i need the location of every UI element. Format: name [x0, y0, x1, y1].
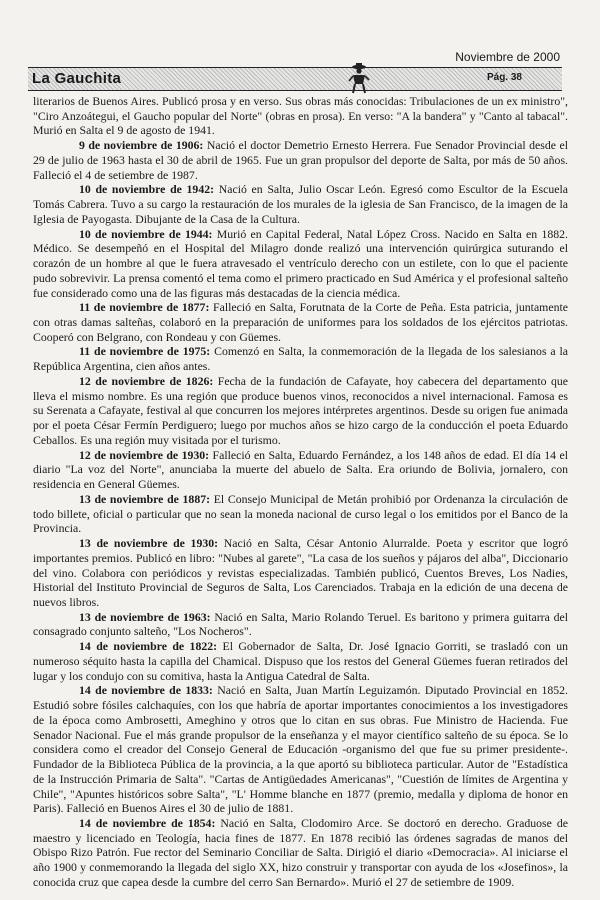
magazine-title: La Gauchita	[32, 70, 122, 87]
header-bar	[28, 67, 562, 91]
entry-date: 14 de noviembre de 1854:	[79, 815, 216, 830]
entry-date: 12 de noviembre de 1826:	[79, 373, 214, 388]
entry-paragraph	[33, 816, 568, 890]
entry-date: 9 de noviembre de 1906:	[79, 138, 204, 153]
entry-paragraph	[33, 683, 568, 816]
entry-text: Nació en Salta, Juan Martín Leguizamón. Diputado Provincial en 1852. Estudió sobre fósiles calchaquíes, con los que habría de aportar importantes conocimientos a los investigadores de la época como Ambrosetti, Ameghino y otros que lo citan en sus obras. Fue Ministro de Hacienda. Fue Senador Nacional. Fue el más grande propulsor de la enseñanza y el mayor científico salteño de su época. Se lo considera como el creador del Consejo General de Educación -organismo del que fue su primer presidente-. Fundador de la Biblioteca Pública de la provincia, a la que aportó su biblioteca particular. Autor de "Estadística de la Instrucción Primaria de Salta". "Cartas de Antigüedades Americanas", "Cuestión de límites de Argentina y Chile", "Apuntes históricos sobre Salta", "L' Homme blanche en 1877 (premio, medalla y diploma de honor en Paris). Falleció en Buenos Aires el 30 de julio de 1881.	[33, 683, 569, 816]
entry-text: El Consejo Municipal de Metán prohibió por Ordenanza la circulación de todo billete, oficial o particular que no sean la moneda nacional de curso legal o los emitidos por el Banco de la Provincia.	[33, 491, 568, 536]
entry-date: 10 de noviembre de 1942:	[79, 182, 215, 197]
entry-text: Nació el doctor Demetrio Ernesto Herrera. Fue Senador Provincial desde el 29 de julio de 1963 hasta el 30 de abril de 1965. Fue un gran propulsor del deporte de Salta, por más de 50 años. Falleció el 4 de setiembre de 1987.	[33, 138, 568, 182]
entry-paragraph	[33, 610, 568, 639]
entry-text: literarios de Buenos Aires. Publicó prosa y en verso. Sus obras más conocidas: Tribulaciones de un ex ministro", "Ciro Anzoátegui, el Gaucho popular del Norte" (obras en prosa). En verso: "A la bandera" y "Canto al tabacal". Murió en Salta el 9 de agosto de 1941.	[33, 94, 568, 138]
entry-paragraph	[33, 94, 568, 138]
entry-paragraph	[33, 182, 568, 226]
entry-date: 14 de noviembre de 1833:	[79, 683, 213, 698]
issue-date: Noviembre de 2000	[455, 50, 560, 64]
entry-paragraph	[33, 138, 568, 182]
entry-date: 10 de noviembre de 1944:	[79, 226, 213, 241]
entry-date: 14 de noviembre de 1822:	[79, 639, 218, 654]
entry-date: 11 de noviembre de 1975:	[79, 344, 211, 359]
page-header	[28, 50, 562, 94]
entry-text: Fecha de la fundación de Cafayate, hoy cabecera del departamento que lleva el mismo nombre. Es una región que produce buenos vinos, reconocidos a nivel internacional. Famosa es su Serenata a Cafayate, festival al que concurren los mejores intérpretes argentinos. Desde su origen fue animada por el poeta César Fermín Perdiguero; luego por muchos años se hizo cargo de la conducción el poeta Eduardo Ceballos. Es una región muy visitada por el turismo.	[33, 373, 568, 447]
entry-text: Falleció en Salta, Eduardo Fernández, a los 148 años de edad. El día 14 el diario "La voz del Norte", anunciaba la muerte del abuelo de Salta. Era oriundo de Bolivia, jornalero, con residencia en General Güemes.	[33, 447, 568, 492]
entry-text: Nació en Salta, Mario Rolando Teruel. Es baritono y primera guitarra del consagrado conjunto salteño, "Los Nocheros".	[33, 609, 568, 639]
entry-date: 12 de noviembre de 1930:	[79, 447, 210, 462]
entry-text: Comenzó en Salta, la conmemoración de la llegada de los salesianos a la República Argentina, cien años antes.	[33, 344, 568, 374]
gaucho-figure-icon	[348, 62, 370, 94]
entry-paragraph	[33, 492, 568, 536]
entry-paragraph	[33, 300, 568, 344]
page-number: Pág. 38	[486, 72, 522, 83]
entry-text: Nació en Salta, Julio Oscar León. Egresó como Escultor de la Escuela Tomás Cabrera. Tuvo a su cargo la restauración de los murales de la iglesia de San Francisco, de la imagen de la Iglesia de Payogasta. Dibujante de la Casa de la Cultura.	[33, 182, 569, 226]
entry-date: 13 de noviembre de 1963:	[79, 609, 211, 624]
entry-paragraph	[33, 448, 568, 492]
entry-date: 11 de noviembre de 1877:	[79, 300, 210, 315]
article-body	[33, 94, 568, 890]
entry-text: Nació en Salta, Clodomiro Arce. Se doctoró en derecho. Graduose de maestro y licenciado en Teología, hacia fines de 1877. En 1878 recibió las órdenes sagradas de manos del Obispo Rizo Patrón. Fue rector del Seminario Conciliar de Salta. Dirigió el diario «Democracia». Al iniciarse el año 1900 y conmemorando la llegada del siglo XX, hizo construir y transportar con ayuda de los «Josefinos», la conocida cruz que capea desde la cumbre del cerro San Bernardo». Murió el 27 de setiembre de 1909.	[33, 815, 568, 889]
entry-date: 13 de noviembre de 1930:	[79, 536, 219, 551]
entry-text: Falleció en Salta, Forutnata de la Corte de Peña. Esta patricia, juntamente con otras damas salteñas, colaboró en la preparación de uniformes para los soldados de los ejércitos patriotas. Cooperó con Belgrano, con Rondeau y con Güemes.	[33, 300, 569, 344]
entry-paragraph	[33, 374, 568, 448]
entry-text: El Gobernador de Salta, Dr. José Ignacio Gorriti, se trasladó con un numeroso séquito hasta la capilla del Chamical. Dispuso que los restos del General Güemes fueran retirados del lugar y los condujo con su comitiva, hasta la Antigua Catedral de Salta.	[33, 639, 568, 683]
entry-paragraph	[33, 639, 568, 683]
entry-text: Murió en Capital Federal, Natal López Cross. Nacido en Salta en 1882. Médico. Se desempeñó en el Hospital del Milagro donde realizó una intervención quirúrgica suturando el corazón de un hombre al que le fuera atravesado el ventrículo derecho con un estilete, con lo que el paciente pudo sobrevivir. La prensa comentó el tema como el primero practicado en Sud América y el profesional salteño fue considerado como una de las figuras más destacadas de la ciencia médica.	[33, 226, 568, 300]
entry-date: 13 de noviembre de 1887:	[79, 491, 211, 506]
entry-paragraph	[33, 536, 568, 610]
entry-paragraph	[33, 344, 568, 373]
entry-paragraph	[33, 227, 568, 301]
entry-text: Nació en Salta, César Antonio Alurralde. Poeta y escritor que logró importantes premios. Publicó en libro: "Nubes al garete", "La casa de los sueños y pájaros del alba", Diccionario del vino. Colabora con periódicos y revistas especializadas. También publicó, Cuentos Breves, Los Nadies, Historial del Instituto Provincial de Seguros de Salta, Los Carenciados. Trabaja en la edición de una decena de nuevos libros.	[33, 536, 568, 609]
